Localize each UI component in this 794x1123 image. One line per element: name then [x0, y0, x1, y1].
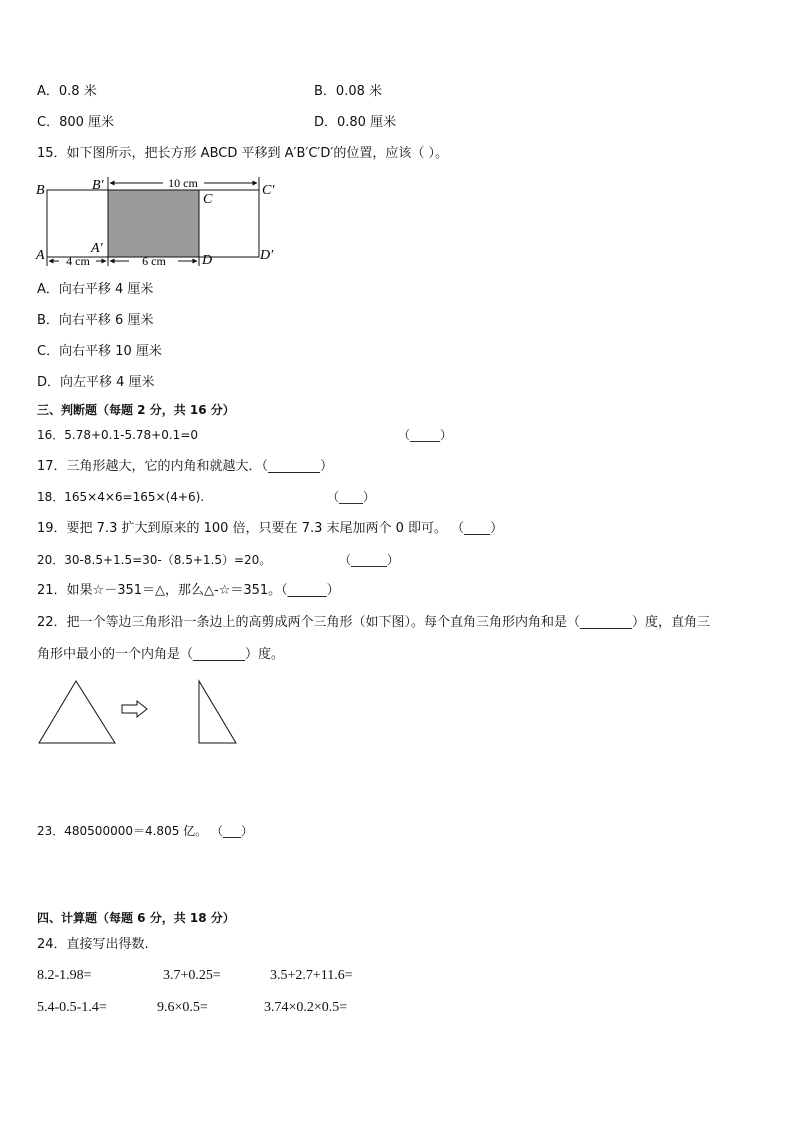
q15-option-a: A．向右平移 4 厘米 — [37, 282, 154, 297]
dim-left-label: 4 cm — [66, 254, 90, 268]
section-3-title: 三、判断题（每题 2 分，共 16 分） — [37, 403, 235, 417]
label-a: A — [36, 248, 45, 263]
q22-triangle-figure — [36, 676, 246, 748]
q15-option-b: B．向右平移 6 厘米 — [37, 313, 154, 328]
q18-answer-blank: （____） — [327, 490, 376, 504]
q24-expr-6: 3.74×0.2×0.5= — [264, 1000, 348, 1015]
q18-text: 18．165×4×6=165×(4+6). — [37, 490, 205, 504]
q14-option-c: C．800 厘米 — [37, 115, 115, 130]
label-b: B — [36, 183, 45, 198]
q15-option-d: D．向左平移 4 厘米 — [37, 375, 155, 390]
q14-option-b: B．0.08 米 — [314, 84, 382, 99]
q20-text: 20．30-8.5+1.5=30-（8.5+1.5）=20。 — [37, 553, 272, 567]
q24-expr-3: 3.5+2.7+11.6= — [270, 968, 353, 983]
q16-answer-blank: （_____） — [398, 428, 453, 442]
q24-expr-2: 3.7+0.25= — [163, 968, 221, 983]
overlap-shaded-region — [108, 190, 199, 257]
q24-expr-1: 8.2-1.98= — [37, 968, 92, 983]
label-d: D — [202, 253, 213, 268]
q15-option-c: C．向右平移 10 厘米 — [37, 344, 162, 359]
q23-text: 23．480500000＝4.805 亿。 （___） — [37, 824, 253, 838]
label-d-prime: D′ — [260, 248, 274, 263]
q14-option-d: D．0.80 厘米 — [314, 115, 397, 130]
q16-text: 16．5.78+0.1-5.78+0.1=0 — [37, 428, 199, 442]
section-4-title: 四、计算题（每题 6 分，共 18 分） — [37, 911, 235, 925]
label-a-prime: A′ — [91, 241, 103, 256]
q15-translation-figure — [32, 172, 288, 272]
right-arrow-icon — [122, 701, 147, 717]
dim-top-label: 10 cm — [168, 176, 198, 190]
q22-line-1: 22．把一个等边三角形沿一条边上的高剪成两个三角形（如下图）。每个直角三角形内角和是（________）度，直角三 — [37, 615, 711, 630]
right-triangle — [199, 681, 236, 743]
q15-stem: 15．如下图所示，把长方形 ABCD 平移到 A′B′C′D′的位置，应该（ ）。 — [37, 146, 448, 161]
q24-stem: 24．直接写出得数. — [37, 937, 149, 952]
q24-expr-4: 5.4-0.5-1.4= — [37, 1000, 107, 1015]
equilateral-triangle — [39, 681, 115, 743]
dim-mid-label: 6 cm — [142, 254, 166, 268]
q21-text: 21．如果☆－351＝△，那么△-☆＝351。（______） — [37, 583, 340, 598]
q14-option-a: A．0.8 米 — [37, 84, 97, 99]
label-b-prime: B′ — [92, 178, 104, 193]
label-c: C — [203, 192, 213, 207]
label-c-prime: C′ — [262, 183, 275, 198]
q19-text: 19．要把 7.3 扩大到原来的 100 倍，只要在 7.3 末尾加两个 0 即可。 （____） — [37, 521, 504, 536]
q17-text: 17．三角形越大，它的内角和就越大．（________） — [37, 459, 334, 474]
q20-answer-blank: （______） — [339, 553, 400, 567]
q24-expr-5: 9.6×0.5= — [157, 1000, 208, 1015]
q22-line-2: 角形中最小的一个内角是（________）度。 — [37, 647, 285, 662]
